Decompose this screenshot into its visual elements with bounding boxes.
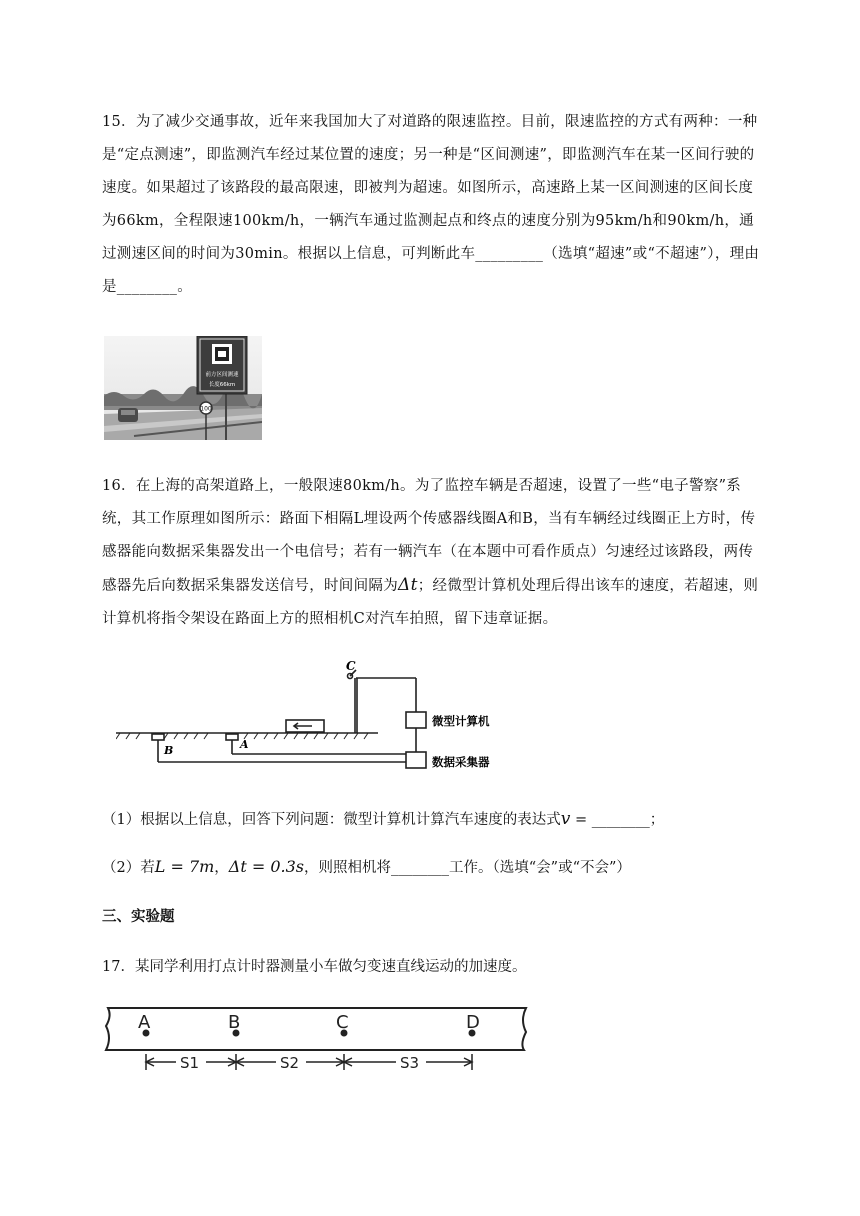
s2-label: S2	[280, 1054, 300, 1072]
collector-box	[406, 752, 426, 768]
question-16-text-b: ；经微型计算机处理后得出该车的速度，若超速，则计算机将指令架设在路面上方的照相机C对汽车拍照，留下违章证据。	[102, 578, 759, 627]
part-1-text: （1）根据以上信息，回答下列问题：微型计算机计算汽车速度的表达式	[102, 812, 561, 828]
delta-t-symbol: Δt	[398, 575, 418, 595]
question-16-part-1	[102, 808, 664, 829]
part-2-separator: ，	[214, 860, 229, 876]
question-17-text: 17．某同学利用打点计时器测量小车做匀变速直线运动的加速度。	[102, 959, 527, 975]
sensor-b	[152, 734, 164, 740]
sign-line2: 长度66km	[208, 382, 236, 388]
s1-label: S1	[180, 1054, 200, 1072]
sign-line1: 前方区间测速	[205, 372, 239, 378]
l-value: L = 7m	[154, 857, 215, 876]
question-16-text	[102, 470, 762, 636]
sensor-a	[226, 734, 238, 740]
s3-label: S3	[400, 1054, 420, 1072]
v-symbol: v	[560, 809, 571, 829]
dt-value: Δt = 0.3s	[228, 857, 305, 876]
question-16	[102, 470, 762, 636]
label-collector: 数据采集器	[432, 755, 490, 769]
question-15-text: 15．为了减少交通事故，近年来我国加大了对道路的限速监控。目前，限速监控的方式有两种：一种是“定点测速”，即监测汽车经过某位置的速度；另一种是“区间测速”，即监测汽车在某一区间行驶的速度。如果超过了该路段的最高限速，即被判为超速。如图所示，高速路上某一区间测速的区间长度为66km，全程限速100km/h，一辆汽车通过监测起点和终点的速度分别为95km/h和90km/h，通过测速区间的时间为30min。根据以上信息，可判断此车_________（选填“超速”或“不超速”），理由是________。	[102, 114, 760, 295]
highway-sign-figure	[104, 336, 262, 440]
part-2-blank: ，则照相机将________工作。（选填“会”或“不会”）	[304, 860, 631, 876]
point-a-label: A	[138, 1012, 151, 1033]
computer-box	[406, 712, 426, 728]
point-c-label: C	[336, 1012, 349, 1033]
section-heading: 三、实验题	[102, 908, 175, 925]
question-15	[102, 106, 762, 304]
label-a: A	[240, 738, 249, 751]
ticker-tape-figure	[100, 1000, 532, 1078]
question-16-text-a: 16．在上海的高架道路上，一般限速80km/h。为了监控车辆是否超速，设置了一些“电子警察”系统，其工作原理如图所示：路面下相隔L埋设两个传感器线圈A和B，当有车辆经过线圈正上方时，传感器能向数据采集器发出一个电信号；若有一辆汽车（在本题中可看作质点）匀速经过该路段，两传感器先后向数据采集器发送信号，时间间隔为	[102, 478, 756, 594]
point-b-label: B	[228, 1012, 241, 1033]
point-d-label: D	[466, 1012, 480, 1033]
label-b: B	[164, 744, 174, 757]
question-16-part-2	[102, 856, 631, 877]
label-c: C	[346, 659, 356, 673]
speed-limit-value: 100	[200, 405, 212, 413]
part-2-text: （2）若	[102, 860, 155, 876]
electronic-police-diagram	[116, 656, 516, 780]
label-computer: 微型计算机	[432, 714, 490, 728]
part-1-blank: = ________；	[570, 812, 665, 828]
